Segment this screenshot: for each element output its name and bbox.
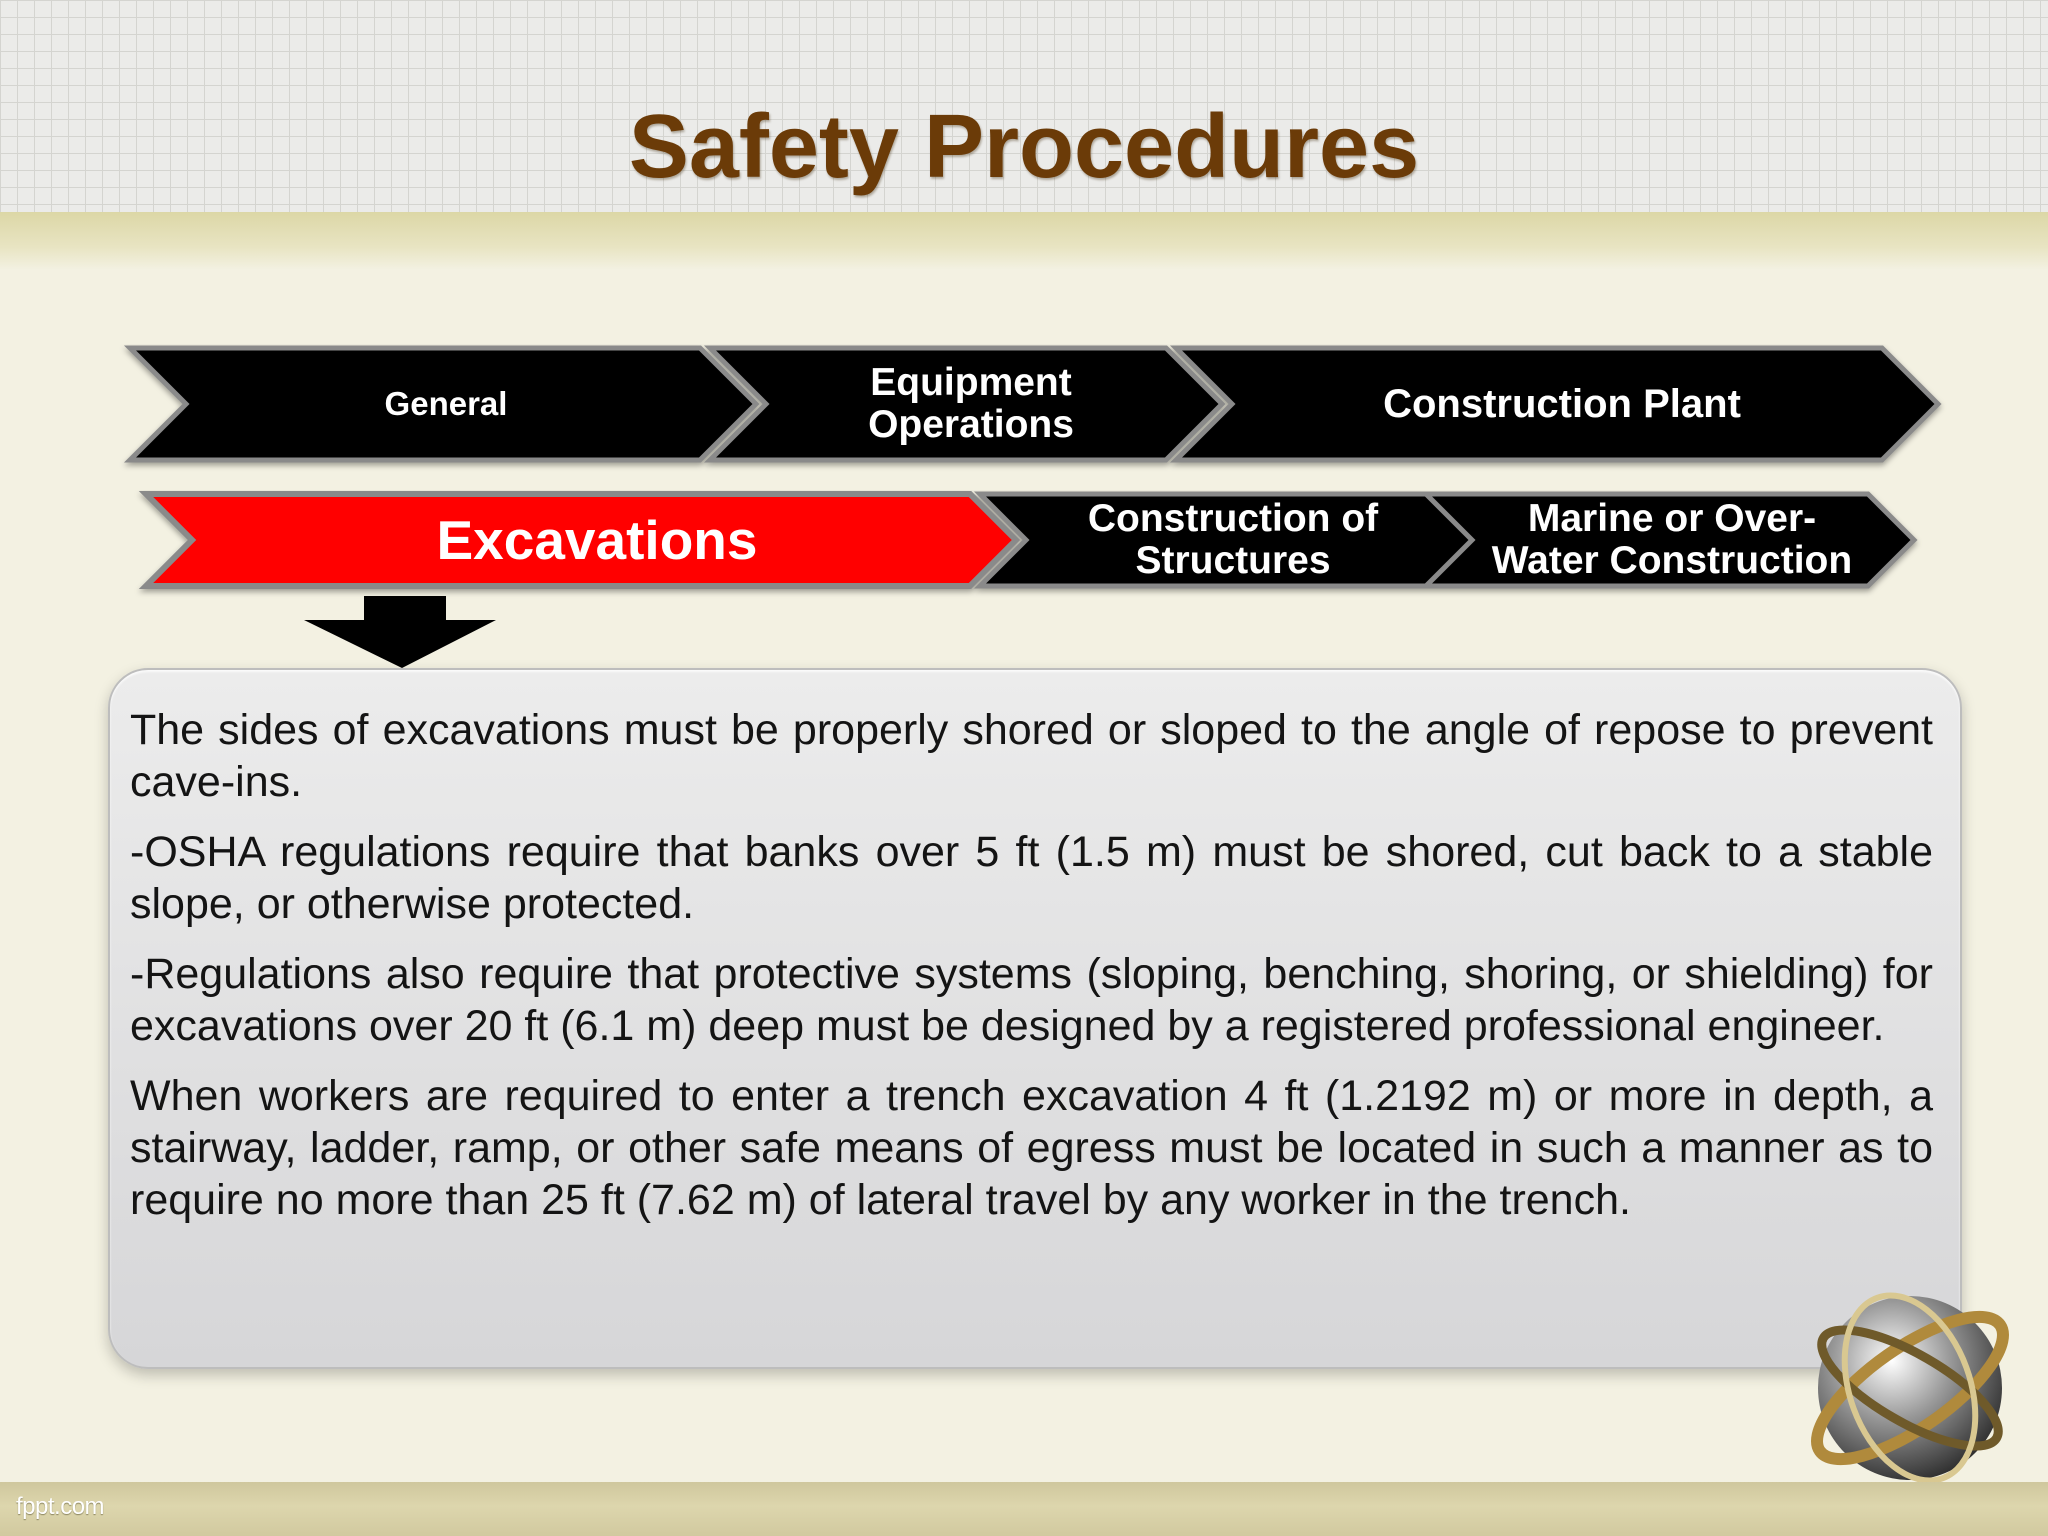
globe-decoration-icon xyxy=(1760,1268,2030,1482)
chevron-equipment-operations-label: Equipment Operations xyxy=(868,361,1074,446)
chevron-excavations-label: Excavations xyxy=(436,508,758,571)
down-arrow-icon xyxy=(300,594,500,670)
paragraph-cave-ins: The sides of excavations must be properly shored or sloped to the angle of repose to prevent cave-ins. xyxy=(130,706,1933,806)
footer-band xyxy=(0,1482,2048,1536)
chevron-general-label: General xyxy=(384,385,508,423)
chevron-marine-construction-label: Marine or Over- Water Construction xyxy=(1491,497,1853,582)
content-text xyxy=(130,704,1933,1244)
header-stripe xyxy=(0,212,2048,270)
paragraph-osha-banks: -OSHA regulations require that banks over 5 ft (1.5 m) must be shored, cut back to a stable slope, or otherwise protected. xyxy=(130,828,1933,928)
process-row-1 xyxy=(0,344,2048,484)
chevron-construction-of-structures-label: Construction of Structures xyxy=(1087,497,1379,582)
footer-brand: fppt.com xyxy=(16,1493,105,1520)
paragraph-egress: When workers are required to enter a trench excavation 4 ft (1.2192 m) or more in depth, a stairway, ladder, ramp, or other safe means of egress must be located in such a manner as to require no more than 25 ft (7.62 m) of lateral travel by any worker in the trench. xyxy=(130,1072,1933,1224)
slide-title: Safety Procedures xyxy=(628,97,1420,197)
chevron-construction-plant-label: Construction Plant xyxy=(1383,381,1741,426)
paragraph-protective-systems: -Regulations also require that protective systems (sloping, benching, shoring, or shielding) for excavations over 20 ft (6.1 m) deep must be designed by a registered professional engineer. xyxy=(130,950,1933,1050)
